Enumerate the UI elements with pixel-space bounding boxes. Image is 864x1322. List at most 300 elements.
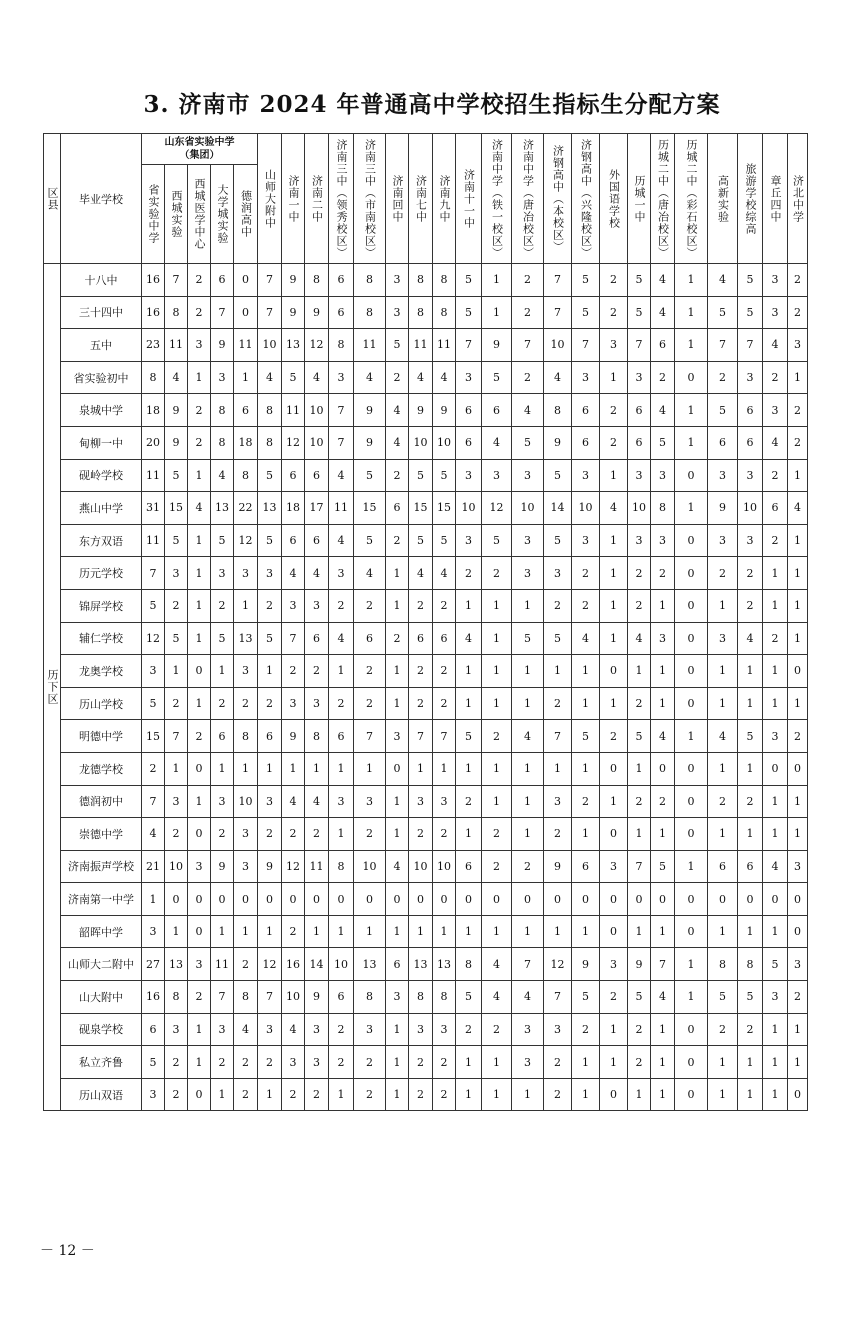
value-cell: 7 (456, 329, 482, 362)
value-cell: 8 (305, 720, 329, 753)
value-cell: 1 (512, 589, 544, 622)
value-cell: 2 (651, 361, 675, 394)
value-cell: 1 (386, 1013, 409, 1046)
value-cell: 1 (628, 655, 651, 688)
value-cell: 1 (482, 752, 512, 785)
value-cell: 1 (675, 394, 708, 427)
value-cell: 0 (675, 818, 708, 851)
value-cell: 5 (282, 361, 305, 394)
value-cell: 5 (738, 981, 763, 1014)
value-cell: 7 (211, 981, 234, 1014)
value-cell: 1 (282, 752, 305, 785)
value-cell: 1 (211, 1078, 234, 1111)
value-cell: 2 (651, 557, 675, 590)
value-cell: 1 (512, 752, 544, 785)
value-cell: 4 (763, 426, 788, 459)
value-cell: 2 (165, 818, 188, 851)
value-cell: 6 (456, 850, 482, 883)
value-cell: 1 (708, 687, 738, 720)
value-cell: 5 (572, 981, 600, 1014)
value-cell: 5 (763, 948, 788, 981)
value-cell: 5 (628, 720, 651, 753)
value-cell: 1 (788, 361, 808, 394)
value-cell: 2 (329, 687, 354, 720)
value-cell: 17 (305, 492, 329, 525)
value-cell: 1 (651, 1078, 675, 1111)
value-cell: 2 (354, 1078, 386, 1111)
table-row (44, 622, 833, 655)
value-cell: 0 (188, 818, 211, 851)
value-cell: 5 (354, 524, 386, 557)
value-cell: 0 (788, 915, 808, 948)
value-cell: 7 (544, 720, 572, 753)
value-cell: 4 (165, 361, 188, 394)
value-cell: 5 (572, 264, 600, 297)
value-cell: 2 (456, 557, 482, 590)
value-cell: 2 (482, 720, 512, 753)
value-cell: 7 (211, 296, 234, 329)
value-cell: 1 (386, 1078, 409, 1111)
value-cell: 2 (763, 524, 788, 557)
value-cell: 5 (258, 459, 282, 492)
value-cell: 2 (763, 459, 788, 492)
value-cell: 0 (675, 459, 708, 492)
value-cell: 1 (386, 818, 409, 851)
value-cell: 4 (433, 361, 456, 394)
value-cell: 6 (763, 492, 788, 525)
value-cell: 3 (165, 785, 188, 818)
value-cell: 7 (738, 329, 763, 362)
col-header: 济南中学（铁一校区） (482, 134, 512, 264)
value-cell: 1 (763, 1013, 788, 1046)
value-cell: 1 (456, 752, 482, 785)
value-cell: 1 (456, 915, 482, 948)
value-cell: 1 (456, 1078, 482, 1111)
value-cell: 3 (282, 1046, 305, 1079)
value-cell: 2 (628, 1046, 651, 1079)
value-cell: 0 (675, 752, 708, 785)
value-cell: 2 (651, 785, 675, 818)
value-cell: 1 (482, 1078, 512, 1111)
value-cell: 1 (512, 687, 544, 720)
value-cell: 7 (329, 394, 354, 427)
value-cell: 2 (708, 557, 738, 590)
value-cell: 15 (354, 492, 386, 525)
value-cell: 6 (572, 426, 600, 459)
value-cell: 2 (708, 1013, 738, 1046)
value-cell: 0 (675, 785, 708, 818)
value-cell: 0 (188, 1078, 211, 1111)
value-cell: 3 (512, 459, 544, 492)
value-cell: 5 (386, 329, 409, 362)
value-cell: 1 (651, 1013, 675, 1046)
value-cell: 8 (211, 394, 234, 427)
value-cell: 8 (354, 264, 386, 297)
value-cell: 5 (456, 981, 482, 1014)
group-col-header: 西城医学中心 (188, 165, 211, 264)
allocation-table (43, 133, 833, 1111)
value-cell: 10 (433, 426, 456, 459)
value-cell: 4 (512, 981, 544, 1014)
value-cell: 2 (512, 361, 544, 394)
value-cell: 2 (354, 589, 386, 622)
value-cell: 5 (258, 622, 282, 655)
value-cell: 3 (456, 524, 482, 557)
value-cell: 1 (738, 655, 763, 688)
value-cell: 1 (211, 655, 234, 688)
value-cell: 2 (188, 296, 211, 329)
value-cell: 3 (234, 557, 258, 590)
value-cell: 3 (234, 818, 258, 851)
value-cell: 11 (305, 850, 329, 883)
value-cell: 5 (409, 459, 433, 492)
value-cell: 8 (305, 264, 329, 297)
page-number: － 12 － (40, 1243, 95, 1259)
value-cell: 0 (788, 752, 808, 785)
value-cell: 1 (409, 752, 433, 785)
value-cell: 4 (211, 459, 234, 492)
value-cell: 0 (234, 883, 258, 916)
value-cell: 1 (354, 915, 386, 948)
value-cell: 1 (600, 557, 628, 590)
value-cell: 6 (282, 524, 305, 557)
value-cell: 8 (354, 296, 386, 329)
value-cell: 4 (354, 557, 386, 590)
value-cell: 3 (600, 948, 628, 981)
value-cell: 1 (708, 589, 738, 622)
school-name-cell: 济南振声学校 (61, 850, 142, 883)
value-cell: 11 (211, 948, 234, 981)
value-cell: 2 (433, 818, 456, 851)
value-cell: 1 (675, 720, 708, 753)
value-cell: 4 (409, 361, 433, 394)
value-cell: 4 (188, 492, 211, 525)
value-cell: 1 (512, 915, 544, 948)
value-cell: 1 (386, 785, 409, 818)
value-cell: 6 (305, 459, 329, 492)
value-cell: 5 (708, 394, 738, 427)
value-cell: 6 (651, 329, 675, 362)
value-cell: 1 (708, 752, 738, 785)
group-col-header: 大学城实验 (211, 165, 234, 264)
value-cell: 2 (572, 785, 600, 818)
table-row (44, 785, 833, 818)
value-cell: 27 (142, 948, 165, 981)
value-cell: 11 (329, 492, 354, 525)
value-cell: 11 (142, 459, 165, 492)
value-cell: 0 (675, 557, 708, 590)
value-cell: 20 (142, 426, 165, 459)
value-cell: 0 (165, 883, 188, 916)
value-cell: 2 (788, 394, 808, 427)
value-cell: 0 (675, 1013, 708, 1046)
value-cell: 6 (258, 720, 282, 753)
value-cell: 1 (165, 752, 188, 785)
value-cell: 3 (329, 557, 354, 590)
value-cell: 1 (544, 752, 572, 785)
value-cell: 0 (675, 687, 708, 720)
value-cell: 3 (512, 557, 544, 590)
value-cell: 2 (572, 557, 600, 590)
value-cell: 1 (433, 752, 456, 785)
value-cell: 10 (258, 329, 282, 362)
value-cell: 3 (600, 329, 628, 362)
value-cell: 2 (482, 850, 512, 883)
value-cell: 0 (788, 883, 808, 916)
value-cell: 5 (482, 524, 512, 557)
value-cell: 8 (329, 850, 354, 883)
value-cell: 5 (512, 426, 544, 459)
value-cell: 1 (708, 655, 738, 688)
table-row (44, 948, 833, 981)
value-cell: 2 (600, 394, 628, 427)
value-cell: 15 (409, 492, 433, 525)
value-cell: 8 (211, 426, 234, 459)
value-cell: 3 (258, 1013, 282, 1046)
value-cell: 5 (738, 264, 763, 297)
value-cell: 3 (211, 557, 234, 590)
value-cell: 7 (282, 622, 305, 655)
value-cell: 1 (738, 752, 763, 785)
table-row (44, 1013, 833, 1046)
value-cell: 7 (142, 557, 165, 590)
value-cell: 9 (433, 394, 456, 427)
school-name-cell: 砚岭学校 (61, 459, 142, 492)
value-cell: 8 (738, 948, 763, 981)
value-cell: 5 (354, 459, 386, 492)
value-cell: 12 (305, 329, 329, 362)
page-title: 3. 济南市 2024 年普通高中学校招生指标生分配方案 (143, 91, 721, 118)
value-cell: 8 (142, 361, 165, 394)
value-cell: 5 (482, 361, 512, 394)
col-header: 济钢高中（本校区） (544, 134, 572, 264)
value-cell: 0 (600, 915, 628, 948)
table-row (44, 394, 833, 427)
value-cell: 4 (544, 361, 572, 394)
value-cell: 9 (482, 329, 512, 362)
value-cell: 1 (738, 818, 763, 851)
value-cell: 4 (651, 296, 675, 329)
value-cell: 10 (409, 850, 433, 883)
value-cell: 1 (234, 589, 258, 622)
value-cell: 0 (305, 883, 329, 916)
value-cell: 0 (600, 655, 628, 688)
value-cell: 1 (788, 687, 808, 720)
value-cell: 14 (305, 948, 329, 981)
value-cell: 0 (763, 752, 788, 785)
value-cell: 11 (282, 394, 305, 427)
value-cell: 1 (234, 361, 258, 394)
value-cell: 1 (482, 785, 512, 818)
value-cell: 1 (188, 1013, 211, 1046)
value-cell: 8 (409, 296, 433, 329)
value-cell: 2 (211, 589, 234, 622)
value-cell: 2 (788, 981, 808, 1014)
value-cell: 3 (329, 361, 354, 394)
value-cell: 2 (234, 1078, 258, 1111)
value-cell: 7 (165, 264, 188, 297)
value-cell: 6 (305, 524, 329, 557)
value-cell: 1 (329, 1078, 354, 1111)
value-cell: 7 (409, 720, 433, 753)
group-col-header: 德润高中 (234, 165, 258, 264)
value-cell: 2 (788, 264, 808, 297)
value-cell: 7 (329, 426, 354, 459)
value-cell: 3 (628, 361, 651, 394)
value-cell: 2 (708, 361, 738, 394)
value-cell: 4 (142, 818, 165, 851)
value-cell: 18 (234, 426, 258, 459)
value-cell: 0 (600, 818, 628, 851)
header-row-1 (44, 134, 833, 165)
value-cell: 3 (738, 524, 763, 557)
value-cell: 13 (211, 492, 234, 525)
value-cell: 13 (234, 622, 258, 655)
value-cell: 13 (282, 329, 305, 362)
value-cell: 1 (788, 785, 808, 818)
value-cell: 10 (544, 329, 572, 362)
value-cell: 7 (512, 948, 544, 981)
value-cell: 11 (165, 329, 188, 362)
school-name-cell: 私立齐鲁 (61, 1046, 142, 1079)
value-cell: 2 (188, 981, 211, 1014)
value-cell: 3 (258, 557, 282, 590)
value-cell: 9 (628, 948, 651, 981)
value-cell: 1 (188, 687, 211, 720)
value-cell: 9 (544, 850, 572, 883)
value-cell: 0 (329, 883, 354, 916)
value-cell: 3 (142, 915, 165, 948)
value-cell: 10 (305, 394, 329, 427)
value-cell: 13 (165, 948, 188, 981)
value-cell: 1 (211, 752, 234, 785)
value-cell: 2 (354, 655, 386, 688)
value-cell: 6 (211, 720, 234, 753)
value-cell: 6 (572, 850, 600, 883)
table-row (44, 296, 833, 329)
value-cell: 1 (512, 818, 544, 851)
value-cell: 2 (305, 655, 329, 688)
value-cell: 3 (600, 850, 628, 883)
value-cell: 6 (386, 492, 409, 525)
value-cell: 1 (788, 459, 808, 492)
value-cell: 1 (675, 426, 708, 459)
value-cell: 1 (675, 492, 708, 525)
table-row (44, 589, 833, 622)
value-cell: 5 (258, 524, 282, 557)
value-cell: 6 (329, 264, 354, 297)
value-cell: 9 (282, 720, 305, 753)
value-cell: 8 (329, 329, 354, 362)
value-cell: 4 (512, 720, 544, 753)
group-col-header: 省实验中学 (142, 165, 165, 264)
value-cell: 10 (628, 492, 651, 525)
value-cell: 9 (282, 264, 305, 297)
value-cell: 3 (354, 1013, 386, 1046)
school-name-cell: 龙德学校 (61, 752, 142, 785)
value-cell: 4 (386, 850, 409, 883)
value-cell: 3 (305, 589, 329, 622)
value-cell: 2 (738, 557, 763, 590)
value-cell: 3 (386, 720, 409, 753)
value-cell: 5 (456, 264, 482, 297)
value-cell: 0 (675, 524, 708, 557)
value-cell: 2 (482, 557, 512, 590)
value-cell: 1 (386, 655, 409, 688)
col-header: 高新实验 (708, 134, 738, 264)
value-cell: 0 (675, 915, 708, 948)
col-header: 济南中学（唐冶校区） (512, 134, 544, 264)
value-cell: 3 (763, 296, 788, 329)
value-cell: 2 (788, 720, 808, 753)
value-cell: 2 (433, 655, 456, 688)
value-cell: 8 (258, 394, 282, 427)
value-cell: 2 (329, 1046, 354, 1079)
col-header: 历城二中（唐冶校区） (651, 134, 675, 264)
value-cell: 1 (600, 785, 628, 818)
value-cell: 10 (738, 492, 763, 525)
value-cell: 2 (409, 589, 433, 622)
value-cell: 3 (651, 622, 675, 655)
value-cell: 2 (600, 426, 628, 459)
value-cell: 4 (651, 264, 675, 297)
value-cell: 1 (708, 818, 738, 851)
value-cell: 2 (282, 818, 305, 851)
value-cell: 2 (142, 752, 165, 785)
value-cell: 9 (305, 981, 329, 1014)
value-cell: 0 (234, 296, 258, 329)
value-cell: 9 (165, 426, 188, 459)
table-row (44, 329, 833, 362)
value-cell: 3 (738, 459, 763, 492)
value-cell: 5 (165, 524, 188, 557)
value-cell: 1 (600, 524, 628, 557)
value-cell: 3 (628, 459, 651, 492)
value-cell: 7 (354, 720, 386, 753)
value-cell: 5 (738, 296, 763, 329)
value-cell: 1 (329, 752, 354, 785)
value-cell: 1 (188, 557, 211, 590)
col-header: 章丘四中 (763, 134, 788, 264)
value-cell: 5 (211, 524, 234, 557)
value-cell: 1 (788, 1046, 808, 1079)
value-cell: 2 (738, 1013, 763, 1046)
value-cell: 2 (305, 1078, 329, 1111)
value-cell: 2 (600, 296, 628, 329)
value-cell: 3 (544, 785, 572, 818)
value-cell: 9 (258, 850, 282, 883)
table-row (44, 492, 833, 525)
value-cell: 3 (165, 1013, 188, 1046)
value-cell: 4 (482, 426, 512, 459)
value-cell: 13 (409, 948, 433, 981)
value-cell: 4 (258, 361, 282, 394)
value-cell: 2 (354, 687, 386, 720)
value-cell: 1 (763, 687, 788, 720)
value-cell: 7 (433, 720, 456, 753)
value-cell: 3 (234, 655, 258, 688)
value-cell: 2 (433, 1046, 456, 1079)
value-cell: 3 (165, 557, 188, 590)
value-cell: 1 (763, 655, 788, 688)
value-cell: 3 (305, 1013, 329, 1046)
value-cell: 1 (600, 687, 628, 720)
value-cell: 1 (600, 1013, 628, 1046)
value-cell: 10 (282, 981, 305, 1014)
value-cell: 0 (258, 883, 282, 916)
value-cell: 10 (572, 492, 600, 525)
value-cell: 2 (788, 426, 808, 459)
